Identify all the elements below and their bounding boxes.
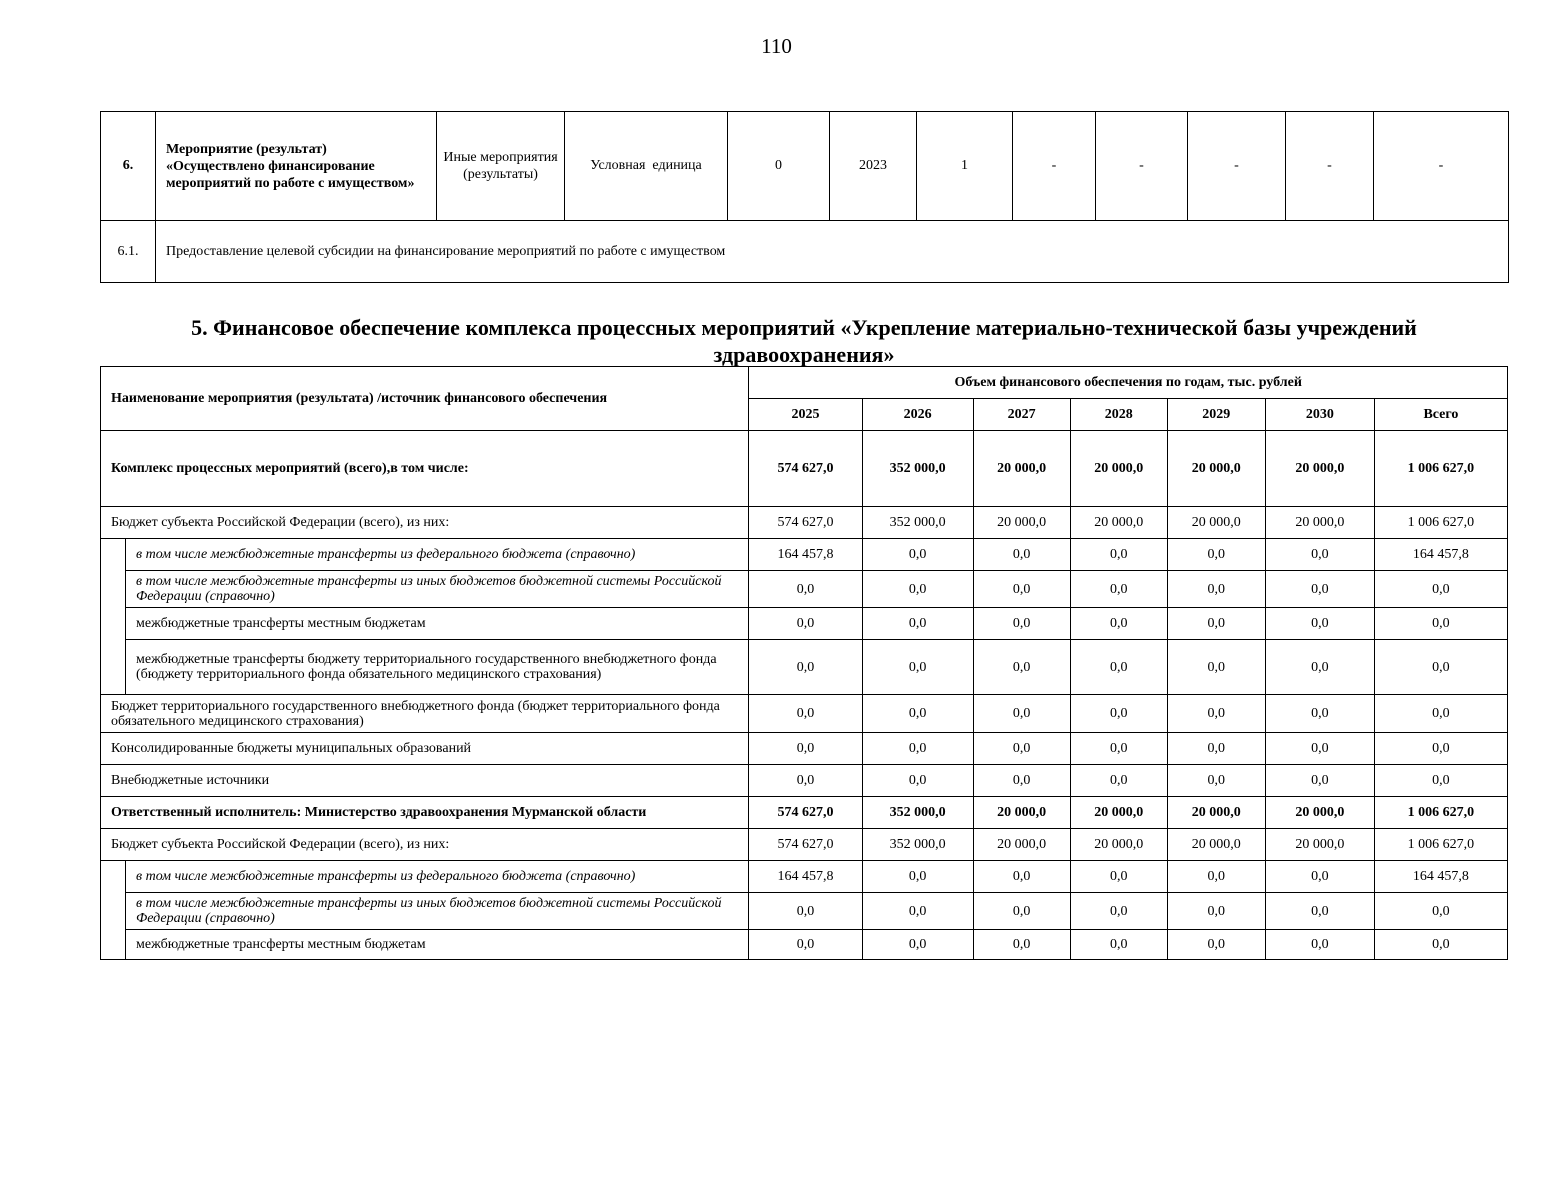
value-cell: 0,0 <box>862 733 973 765</box>
value-cell: 0,0 <box>1265 608 1374 640</box>
value-cell: 0,0 <box>1070 893 1167 930</box>
value-cell: 164 457,8 <box>1374 861 1507 893</box>
value-cell: 0,0 <box>1070 695 1167 733</box>
result-type: Иные мероприятия (результаты) <box>437 112 565 221</box>
table-row <box>101 765 1508 797</box>
value-cell: 574 627,0 <box>749 797 862 829</box>
value-cell: 0,0 <box>1167 765 1265 797</box>
value-cell: 0,0 <box>1265 571 1374 608</box>
value-cell: 20 000,0 <box>1070 431 1167 507</box>
value-cell: 352 000,0 <box>862 829 973 861</box>
value-cell: 574 627,0 <box>749 431 862 507</box>
subresult-row <box>101 221 1509 283</box>
value-cell: 0,0 <box>1374 571 1507 608</box>
value-cell: 0,0 <box>1374 765 1507 797</box>
row-label: Консолидированные бюджеты муниципальных образований <box>101 733 749 765</box>
indent-cell <box>101 930 126 960</box>
value-cell: 0,0 <box>1070 640 1167 695</box>
value-cell: 0,0 <box>1167 893 1265 930</box>
header-row <box>101 367 1508 399</box>
value-cell: 0,0 <box>973 539 1070 571</box>
value-cell: 0,0 <box>1070 765 1167 797</box>
value-cell: 352 000,0 <box>862 797 973 829</box>
value-cell: 0,0 <box>862 539 973 571</box>
indent-cell <box>101 861 126 893</box>
indent-cell <box>101 640 126 695</box>
value-cell: 0,0 <box>1265 930 1374 960</box>
result-row <box>101 112 1509 221</box>
value-cell: 0,0 <box>749 893 862 930</box>
value-cell: - <box>1096 112 1188 221</box>
value-cell: 0,0 <box>1070 539 1167 571</box>
table-row <box>101 431 1508 507</box>
value-cell: 20 000,0 <box>1265 431 1374 507</box>
value-cell: 20 000,0 <box>1265 507 1374 539</box>
value-cell: 0,0 <box>1167 733 1265 765</box>
value-cell: 0,0 <box>749 640 862 695</box>
value-cell: 0,0 <box>749 930 862 960</box>
row-label: Бюджет субъекта Российской Федерации (всего), из них: <box>101 829 749 861</box>
value-cell: 0,0 <box>1374 640 1507 695</box>
value-cell: 20 000,0 <box>973 431 1070 507</box>
value-cell: 20 000,0 <box>1167 797 1265 829</box>
value-cell: 0,0 <box>1167 640 1265 695</box>
value-cell: 0,0 <box>862 608 973 640</box>
value-cell: 0,0 <box>1374 893 1507 930</box>
sub-row-number: 6.1. <box>101 221 156 283</box>
value-cell: 1 006 627,0 <box>1374 507 1507 539</box>
value-cell: 1 006 627,0 <box>1374 829 1507 861</box>
value-cell: 0,0 <box>749 765 862 797</box>
value-cell: 0,0 <box>973 640 1070 695</box>
year-header: 2026 <box>862 399 973 431</box>
value-cell: 0,0 <box>1070 608 1167 640</box>
table-row <box>101 695 1508 733</box>
page-number: 110 <box>761 34 792 58</box>
base-value-cell: 0 <box>728 112 830 221</box>
value-cell: 0,0 <box>1265 733 1374 765</box>
value-cell: 0,0 <box>1265 695 1374 733</box>
value-cell: 0,0 <box>1167 571 1265 608</box>
value-cell: 20 000,0 <box>973 829 1070 861</box>
value-cell: 352 000,0 <box>862 431 973 507</box>
year-header: 2030 <box>1265 399 1374 431</box>
value-cell: 0,0 <box>1265 539 1374 571</box>
value-cell: 20 000,0 <box>1070 829 1167 861</box>
value-cell: 0,0 <box>1167 861 1265 893</box>
row-label: в том числе межбюджетные трансферты из федерального бюджета (справочно) <box>126 539 749 571</box>
value-cell: 0,0 <box>1070 930 1167 960</box>
value-cell: 352 000,0 <box>862 507 973 539</box>
indent-cell <box>101 539 126 571</box>
sub-row-text: Предоставление целевой субсидии на финансирование мероприятий по работе с имуществом <box>156 221 1509 283</box>
row-label: в том числе межбюджетные трансферты из иных бюджетов бюджетной системы Российской Федерации (справочно) <box>126 893 749 930</box>
total-header: Всего <box>1374 399 1507 431</box>
value-cell: 0,0 <box>973 608 1070 640</box>
value-cell: 0,0 <box>1265 765 1374 797</box>
row-label: Бюджет территориального государственного внебюджетного фонда (бюджет территориального фонда обязательного медицинского страхования) <box>101 695 749 733</box>
year-header: 2029 <box>1167 399 1265 431</box>
value-cell: 0,0 <box>973 695 1070 733</box>
value-cell: 0,0 <box>1167 695 1265 733</box>
value-cell: 164 457,8 <box>1374 539 1507 571</box>
result-table <box>100 111 1509 283</box>
value-cell: 0,0 <box>973 765 1070 797</box>
value-cell: 0,0 <box>862 930 973 960</box>
value-cell: 0,0 <box>1374 695 1507 733</box>
unit-cell: Условная единица <box>565 112 728 221</box>
value-cell: 1 006 627,0 <box>1374 797 1507 829</box>
value-cell: 0,0 <box>862 861 973 893</box>
year-header: 2025 <box>749 399 862 431</box>
value-cell: 0,0 <box>862 571 973 608</box>
table-row <box>101 539 1508 571</box>
row-label: Комплекс процессных мероприятий (всего),в том числе: <box>101 431 749 507</box>
value-cell: 0,0 <box>1167 539 1265 571</box>
name-header: Наименование мероприятия (результата) /источник финансового обеспечения <box>101 367 749 431</box>
value-cell: - <box>1286 112 1374 221</box>
volume-header: Объем финансового обеспечения по годам, тыс. рублей <box>749 367 1508 399</box>
table-row <box>101 829 1508 861</box>
table-row <box>101 608 1508 640</box>
value-cell: 20 000,0 <box>973 797 1070 829</box>
table-row <box>101 571 1508 608</box>
value-cell: 0,0 <box>749 608 862 640</box>
table-row <box>101 640 1508 695</box>
value-cell: 0,0 <box>973 861 1070 893</box>
result-label: Мероприятие (результат) «Осуществлено финансирование мероприятий по работе с имуществом» <box>156 112 437 221</box>
value-cell: 164 457,8 <box>749 539 862 571</box>
value-cell: 20 000,0 <box>1070 797 1167 829</box>
table-row <box>101 861 1508 893</box>
value-cell: 0,0 <box>1070 571 1167 608</box>
value-cell: 0,0 <box>973 733 1070 765</box>
indent-cell <box>101 608 126 640</box>
value-cell: - <box>1188 112 1286 221</box>
value-cell: 0,0 <box>1374 608 1507 640</box>
row-label: в том числе межбюджетные трансферты из федерального бюджета (справочно) <box>126 861 749 893</box>
value-cell: 0,0 <box>1374 733 1507 765</box>
value-cell: 0,0 <box>862 640 973 695</box>
value-cell: 0,0 <box>749 733 862 765</box>
row-number: 6. <box>101 112 156 221</box>
value-cell: 20 000,0 <box>1070 507 1167 539</box>
value-cell: 0,0 <box>973 571 1070 608</box>
value-cell: 1 <box>917 112 1013 221</box>
value-cell: 20 000,0 <box>1167 431 1265 507</box>
row-label: Бюджет субъекта Российской Федерации (всего), из них: <box>101 507 749 539</box>
value-cell: 0,0 <box>862 695 973 733</box>
indent-cell <box>101 571 126 608</box>
value-cell: 0,0 <box>862 765 973 797</box>
value-cell: 1 006 627,0 <box>1374 431 1507 507</box>
value-cell: 0,0 <box>1265 893 1374 930</box>
finance-table <box>100 366 1508 960</box>
value-cell: 20 000,0 <box>973 507 1070 539</box>
value-cell: 0,0 <box>862 893 973 930</box>
row-label: межбюджетные трансферты местным бюджетам <box>126 930 749 960</box>
value-cell: 20 000,0 <box>1265 829 1374 861</box>
value-cell: 0,0 <box>749 695 862 733</box>
value-cell: - <box>1374 112 1509 221</box>
value-cell: 20 000,0 <box>1167 507 1265 539</box>
table-row <box>101 507 1508 539</box>
value-cell: 20 000,0 <box>1265 797 1374 829</box>
value-cell: 164 457,8 <box>749 861 862 893</box>
base-year-cell: 2023 <box>830 112 917 221</box>
value-cell: 0,0 <box>1265 861 1374 893</box>
row-label: межбюджетные трансферты бюджету территориального государственного внебюджетного фонда (бюджету территориального фонда обязательного медицинского страхования) <box>126 640 749 695</box>
value-cell: 0,0 <box>1167 930 1265 960</box>
row-label: Внебюджетные источники <box>101 765 749 797</box>
value-cell: 0,0 <box>749 571 862 608</box>
value-cell: 0,0 <box>973 893 1070 930</box>
value-cell: 574 627,0 <box>749 507 862 539</box>
year-header: 2027 <box>973 399 1070 431</box>
value-cell: 0,0 <box>1265 640 1374 695</box>
row-label: в том числе межбюджетные трансферты из иных бюджетов бюджетной системы Российской Федерации (справочно) <box>126 571 749 608</box>
indent-cell <box>101 893 126 930</box>
table-row <box>101 930 1508 960</box>
value-cell: 0,0 <box>973 930 1070 960</box>
year-header: 2028 <box>1070 399 1167 431</box>
table-row <box>101 797 1508 829</box>
value-cell: 0,0 <box>1070 861 1167 893</box>
value-cell: 0,0 <box>1070 733 1167 765</box>
value-cell: 20 000,0 <box>1167 829 1265 861</box>
row-label: Ответственный исполнитель: Министерство здравоохранения Мурманской области <box>101 797 749 829</box>
table-row <box>101 893 1508 930</box>
value-cell: 0,0 <box>1167 608 1265 640</box>
value-cell: 0,0 <box>1374 930 1507 960</box>
section-title: 5. Финансовое обеспечение комплекса процессных мероприятий «Укрепление материально-технической базы учреждений здравоохранения» <box>191 315 1417 367</box>
table-row <box>101 733 1508 765</box>
row-label: межбюджетные трансферты местным бюджетам <box>126 608 749 640</box>
value-cell: 574 627,0 <box>749 829 862 861</box>
value-cell: - <box>1013 112 1096 221</box>
